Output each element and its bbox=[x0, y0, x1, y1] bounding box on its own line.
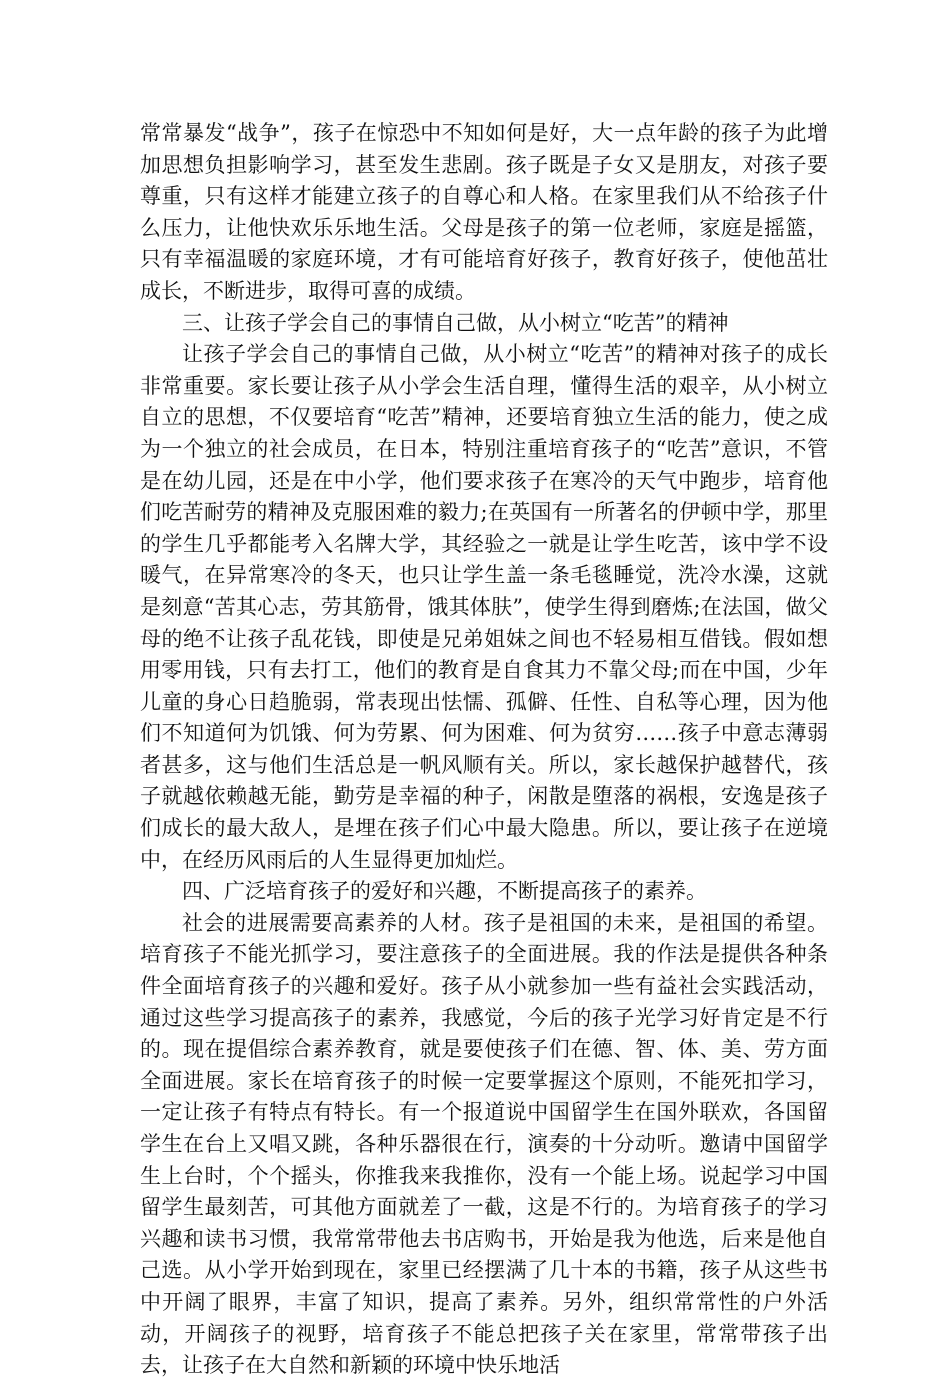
document-page bbox=[140, 118, 828, 1382]
paragraph-self-reliance: 让孩子学会自己的事情自己做，从小树立“吃苦”的精神对孩子的成长非常重要。家长要让孩子从小学会生活自理，懂得生活的艰辛，从小树立自立的思想，不仅要培育“吃苦”精神，还要培育独立生活的能力，使之成为一个独立的社会成员，在日本，特别注重培育孩子的“吃苦”意识，不管是在幼儿园，还是在中小学，他们要求孩子在寒冷的天气中跑步，培育他们吃苦耐劳的精神及克服困难的毅力;在英国有一所著名的伊顿中学，那里的学生几乎都能考入名牌大学，其经验之一就是让学生吃苦，该中学不设暖气，在异常寒冷的冬天，也只让学生盖一条毛毯睡觉，洗冷水澡，这就是刻意“苦其心志，劳其筋骨，饿其体肤”，使学生得到磨炼;在法国，做父母的绝不让孩子乱花钱，即使是兄弟姐妹之间也不轻易相互借钱。假如想用零用钱，只有去打工，他们的教育是自食其力不靠父母;而在中国，少年儿童的身心日趋脆弱，常表现出怯懦、孤僻、任性、自私等心理，因为他们不知道何为饥饿、何为劳累、何为困难、何为贫穷……孩子中意志薄弱者甚多，这与他们生活总是一帆风顺有关。所以，家长越保护越替代，孩子就越依赖越无能，勤劳是幸福的种子，闲散是堕落的祸根，安逸是孩子们成长的最大敌人，是埋在孩子们心中最大隐患。所以，要让孩子在逆境中，在经历风雨后的人生显得更加灿烂。 bbox=[140, 342, 828, 872]
paragraph-continuation: 常常暴发“战争”，孩子在惊恐中不知如何是好，大一点年龄的孩子为此增加思想负担影响学习，甚至发生悲剧。孩子既是子女又是朋友，对孩子要尊重，只有这样才能建立孩子的自尊心和人格。在家里我们从不给孩子什么压力，让他快欢乐乐地生活。父母是孩子的第一位老师，家庭是摇篮，只有幸福温暖的家庭环境，才有可能培育好孩子，教育好孩子，使他茁壮成长，不断进步，取得可喜的成绩。 bbox=[140, 121, 828, 303]
section-heading-four: 四、广泛培育孩子的爱好和兴趣，不断提高孩子的素养。 bbox=[182, 879, 707, 904]
paragraph-interests: 社会的进展需要高素养的人材。孩子是祖国的未来，是祖国的希望。培育孩子不能光抓学习，要注意孩子的全面进展。我的作法是提供各种条件全面培育孩子的兴趣和爱好。孩子从小就参加一些有益社会实践活动，通过这些学习提高孩子的素养，我感觉，今后的孩子光学习好肯定是不行的。现在提倡综合素养教育，就是要使孩子们在德、智、体、美、劳方面全面进展。家长在培育孩子的时候一定要掌握这个原则，不能死扣学习，一定让孩子有特点有特长。有一个报道说中国留学生在国外联欢，各国留学生在台上又唱又跳，各种乐器很在行，演奏的十分动听。邀请中国留学生上台时，个个摇头，你推我来我推你，没有一个能上场。说起学习中国留学生最刻苦，可其他方面就差了一截，这是不行的。为培育孩子的学习兴趣和读书习惯，我常常带他去书店购书，开始是我为他选，后来是他自己选。从小学开始到现在，家里已经摆满了几十本的书籍，孩子从这些书中开阔了眼界，丰富了知识，提高了素养。另外，组织常常性的户外活动，开阔孩子的视野，培育孩子不能总把孩子关在家里，常常带孩子出去，让孩子在大自然和新颖的环境中快乐地活 bbox=[140, 910, 828, 1378]
section-heading-three: 三、让孩子学会自己的事情自己做，从小树立“吃苦”的精神 bbox=[182, 310, 729, 335]
